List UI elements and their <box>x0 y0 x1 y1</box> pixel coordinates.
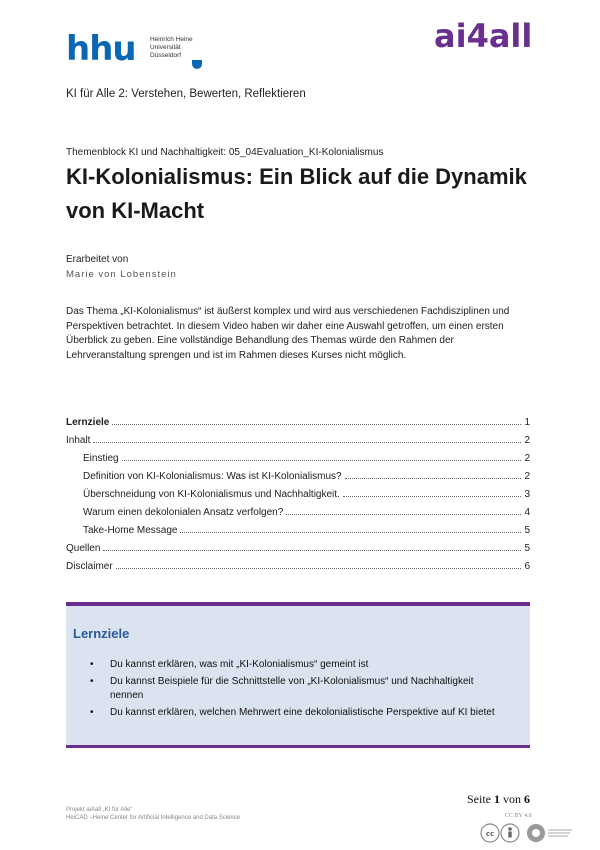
cc-icon <box>481 824 499 842</box>
list-item: • Du kannst erklären, welchen Mehrwert eine dekolonialistische Perspektive auf KI bietet <box>90 707 495 718</box>
hhu-logo-mark <box>192 60 202 69</box>
hhu-logo-letters: hhu <box>66 29 136 69</box>
toc-entry-page: 2 <box>524 435 530 446</box>
toc-entry-lernziele[interactable] <box>66 410 530 428</box>
oer-icon <box>527 824 574 842</box>
list-item: • Du kannst erklären, was mit „KI-Kolonialismus“ gemeint ist <box>90 659 369 670</box>
bullet-icon: • <box>90 707 94 718</box>
toc-entry-label: Lernziele <box>66 417 110 428</box>
toc-entry-label: Quellen <box>66 543 101 554</box>
toc-entry-page: 5 <box>524 543 530 554</box>
list-item: • Du kannst Beispiele für die Schnittstelle von „KI-Kolonialismus“ und Nachhaltigkeit nennen <box>90 676 474 701</box>
toc-entry-page: 2 <box>524 453 530 464</box>
learning-goals-list <box>88 658 508 723</box>
bullet-icon: • <box>90 659 94 670</box>
toc-entry-page: 5 <box>524 525 530 536</box>
toc-leader <box>112 424 521 425</box>
toc-entry-disclaimer[interactable] <box>66 554 530 572</box>
table-of-contents <box>66 410 530 572</box>
toc-entry-page: 1 <box>524 417 530 428</box>
toc-entry-label: Take-Home Message <box>83 525 178 536</box>
author-name: Marie von Lobenstein <box>66 269 177 280</box>
toc-entry-label: Definition von KI-Kolonialismus: Was ist KI-Kolonialismus? <box>83 471 342 482</box>
document-title: KI-Kolonialismus: Ein Blick auf die Dynamik von KI-Macht <box>66 164 527 223</box>
bullet-icon: • <box>90 676 94 687</box>
course-title: KI für Alle 2: Verstehen, Bewerten, Reflektieren <box>66 88 306 100</box>
toc-entry-label: Warum einen dekolonialen Ansatz verfolgen? <box>83 507 284 518</box>
toc-entry-label: Einstieg <box>83 453 119 464</box>
toc-entry-quellen[interactable] <box>66 536 530 554</box>
toc-entry-page: 4 <box>524 507 530 518</box>
license-badges <box>480 822 580 844</box>
toc-leader <box>93 442 521 443</box>
toc-entry-page: 6 <box>524 561 530 572</box>
toc-entry-label: Überschneidung von KI-Kolonialismus und Nachhaltigkeit. <box>83 489 340 500</box>
toc-leader <box>116 568 522 569</box>
toc-entry-label: Disclaimer <box>66 561 113 572</box>
learning-goals-box <box>66 602 530 748</box>
ai4all-logo <box>434 14 544 54</box>
toc-leader <box>122 460 522 461</box>
toc-entry-page: 3 <box>524 489 530 500</box>
toc-entry-dekolonial[interactable] <box>66 500 530 518</box>
toc-entry-inhalt[interactable] <box>66 428 530 446</box>
toc-leader <box>103 550 521 551</box>
license-text: CC BY 4.0 <box>505 813 532 819</box>
svg-text:cc: cc <box>485 830 495 838</box>
intro-paragraph: Das Thema „KI-Kolonialismus“ ist äußerst komplex und wird aus verschiedenen Fachdisziplinen und Perspektiven betrachtet. In diesem Video haben wir daher eine Auswahl getroffen, um einen ersten Überblick zu geben. Eine vollständige Behandlung des Themas würde den Rahmen der Lehrveranstaltung sprengen und ist im Rahmen dieses Kurses nicht möglich. <box>66 306 510 361</box>
toc-entry-definition[interactable] <box>66 464 530 482</box>
toc-entry-einstieg[interactable] <box>66 446 530 464</box>
hhu-logo-subtitle: Heinrich Heine Universität Düsseldorf <box>150 36 193 59</box>
ai4all-logo-text: ai4all <box>434 17 533 54</box>
by-icon <box>501 824 519 842</box>
toc-entry-label: Inhalt <box>66 435 91 446</box>
toc-leader <box>343 496 522 497</box>
ai4all-logo-graphic <box>434 14 544 54</box>
toc-leader <box>286 514 521 515</box>
hhu-logo <box>66 30 206 72</box>
author-label: Erarbeitet von <box>66 254 129 265</box>
toc-entry-ueberschneidung[interactable] <box>66 482 530 500</box>
topic-block-line: Themenblock KI und Nachhaltigkeit: 05_04Evaluation_KI-Kolonialismus <box>66 147 384 158</box>
toc-leader <box>180 532 521 533</box>
page-number: Seite 1 von 6 <box>467 792 530 806</box>
footer-project: Projekt aiAall „KI für Alle“ <box>66 807 133 813</box>
footer-institution: HeiCAD –Heine Center for Artificial Intelligence and Data Science <box>66 815 241 821</box>
toc-leader <box>345 478 522 479</box>
learning-goals-title: Lernziele <box>73 626 130 641</box>
toc-entry-take-home[interactable] <box>66 518 530 536</box>
toc-entry-page: 2 <box>524 471 530 482</box>
